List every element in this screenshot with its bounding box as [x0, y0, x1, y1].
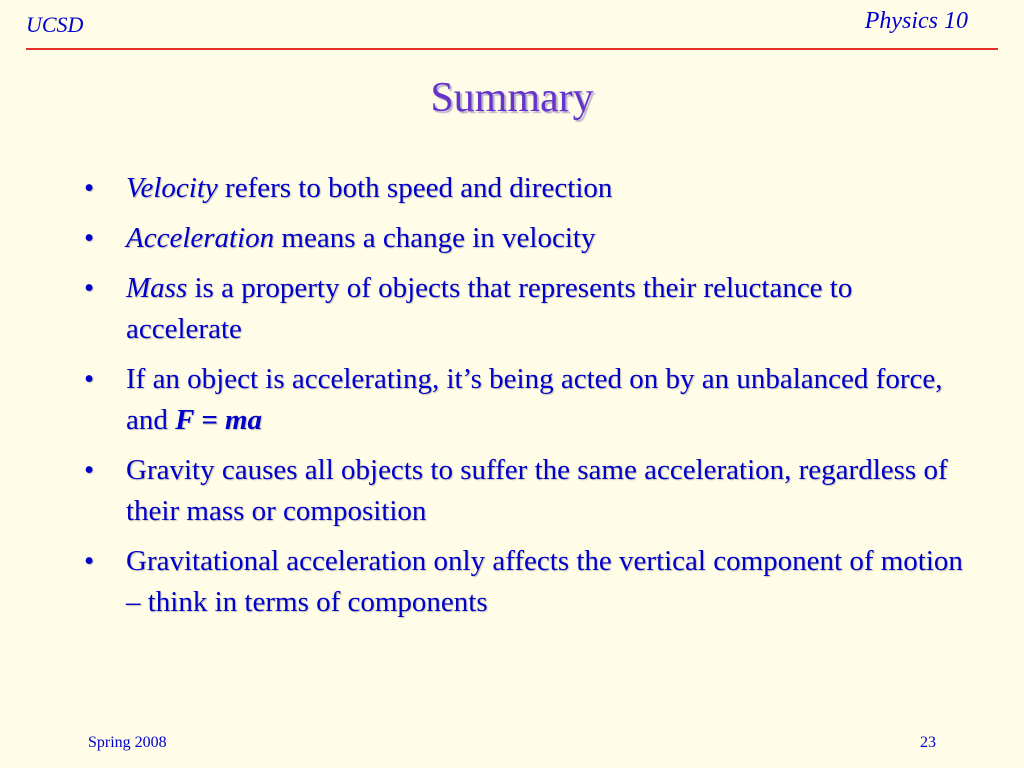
bullet-text: If an object is accelerating, it’s being acted on by an unbalanced force, and [126, 363, 943, 436]
bullet-text: Gravity causes all objects to suffer the same acceleration, regardless of their mass or composition [126, 454, 948, 527]
footer-term: Spring 2008 [88, 734, 167, 751]
bullet-item [84, 359, 964, 441]
bullet-list [84, 168, 964, 632]
course-org-label: UCSD [26, 12, 84, 37]
bullet-formula: F = ma [175, 404, 263, 436]
bullet-dot: • [84, 172, 95, 204]
bullet-term: Mass [126, 272, 188, 304]
slide-title: Summary [430, 75, 594, 121]
bullet-text: means a change in velocity [274, 222, 596, 254]
bullet-dot: • [84, 272, 95, 304]
bullet-dot: • [84, 454, 95, 486]
bullet-item [84, 218, 964, 259]
bullet-text: Gravitational acceleration only affects the vertical component of motion – think in terms of components [126, 545, 963, 618]
header-rule [26, 48, 998, 50]
bullet-text: refers to both speed and direction [217, 172, 613, 204]
bullet-text: is a property of objects that represents their reluctance to accelerate [126, 272, 853, 345]
course-name-label: Physics 10 [864, 8, 968, 34]
bullet-dot: • [84, 222, 95, 254]
bullet-term: Velocity [126, 172, 218, 204]
bullet-item [84, 450, 964, 532]
page-number: 23 [920, 734, 936, 751]
bullet-dot: • [84, 363, 95, 395]
bullet-dot: • [84, 545, 95, 577]
bullet-item [84, 541, 964, 623]
bullet-item [84, 168, 964, 209]
bullet-term: Acceleration [126, 222, 275, 254]
bullet-item [84, 268, 964, 350]
